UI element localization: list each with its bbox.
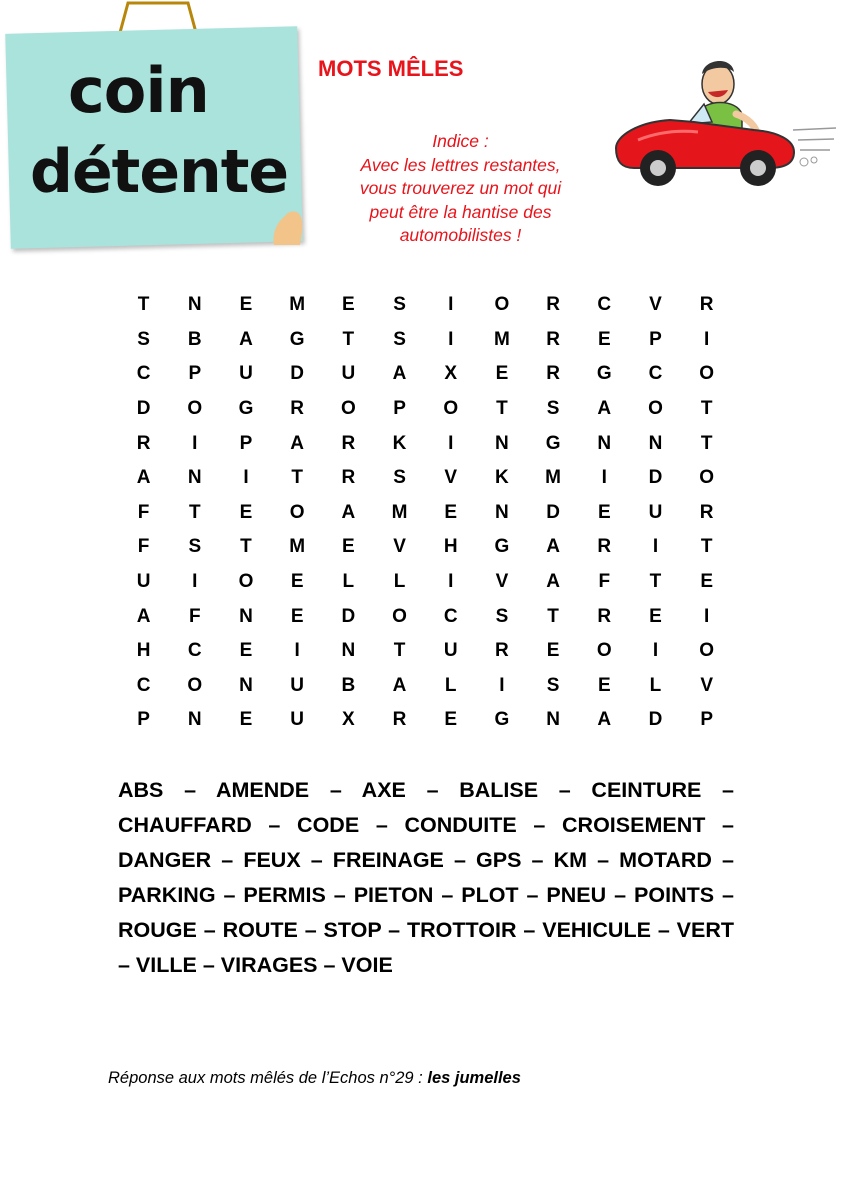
grid-cell: D xyxy=(648,467,663,489)
grid-row xyxy=(118,703,732,738)
grid-cell: R xyxy=(597,605,612,627)
grid-cell: E xyxy=(342,536,355,558)
grid-cell: I xyxy=(448,571,454,593)
grid-cell: T xyxy=(700,398,713,420)
grid-cell: P xyxy=(137,709,150,731)
grid-cell: S xyxy=(546,398,560,420)
grid-cell: B xyxy=(187,328,202,350)
hint-line: automobilistes ! xyxy=(399,225,522,245)
grid-cell: T xyxy=(649,571,662,593)
coin-detente-sign xyxy=(0,0,305,250)
grid-cell: M xyxy=(391,501,408,523)
grid-row xyxy=(118,530,732,565)
grid-cell: G xyxy=(494,709,510,731)
grid-cell: L xyxy=(444,674,457,696)
grid-cell: N xyxy=(495,501,509,523)
grid-cell: T xyxy=(547,605,559,627)
grid-cell: L xyxy=(342,571,355,593)
grid-cell: O xyxy=(494,294,510,316)
grid-row xyxy=(118,599,732,634)
grid-cell: C xyxy=(136,674,151,696)
grid-cell: I xyxy=(243,467,249,489)
grid-cell: E xyxy=(290,605,304,627)
grid-cell: O xyxy=(699,363,715,385)
grid-cell: T xyxy=(291,467,303,489)
grid-cell: R xyxy=(136,432,151,454)
grid-cell: G xyxy=(545,432,561,454)
word-search-grid xyxy=(118,288,732,738)
grid-cell: D xyxy=(648,709,663,731)
grid-cell: D xyxy=(341,605,356,627)
answer-value: les jumelles xyxy=(427,1069,521,1087)
grid-cell: A xyxy=(597,398,612,420)
grid-cell: R xyxy=(699,501,714,523)
grid-cell: U xyxy=(443,640,458,662)
grid-cell: T xyxy=(393,640,406,662)
sign-line-coin: coin xyxy=(68,54,209,127)
grid-cell: C xyxy=(187,640,202,662)
grid-row xyxy=(118,323,732,358)
grid-cell: D xyxy=(136,398,151,420)
grid-cell: S xyxy=(188,536,202,558)
grid-cell: G xyxy=(238,398,254,420)
grid-cell: F xyxy=(137,536,150,558)
sign-text xyxy=(30,54,290,207)
grid-cell: O xyxy=(596,640,612,662)
grid-cell: I xyxy=(448,432,454,454)
grid-cell: A xyxy=(392,674,407,696)
grid-cell: V xyxy=(700,674,713,696)
grid-cell: I xyxy=(192,432,198,454)
previous-answer xyxy=(108,1069,521,1088)
grid-cell: O xyxy=(238,571,254,593)
grid-cell: R xyxy=(546,363,560,385)
grid-cell: V xyxy=(444,467,458,489)
grid-cell: S xyxy=(546,674,560,696)
grid-cell: O xyxy=(648,398,663,420)
grid-cell: A xyxy=(546,536,560,558)
grid-row xyxy=(118,357,732,392)
grid-cell: X xyxy=(342,709,355,731)
grid-cell: O xyxy=(187,398,203,420)
grid-cell: E xyxy=(290,571,304,593)
grid-cell: A xyxy=(546,571,560,593)
grid-cell: P xyxy=(239,432,253,454)
grid-cell: P xyxy=(393,398,406,420)
hint-line: Indice : xyxy=(432,131,489,151)
grid-cell: U xyxy=(290,674,305,696)
grid-cell: U xyxy=(136,571,151,593)
grid-cell: I xyxy=(499,674,505,696)
grid-cell: R xyxy=(597,536,612,558)
grid-cell: M xyxy=(493,328,510,350)
grid-cell: A xyxy=(597,709,612,731)
grid-cell: E xyxy=(597,328,611,350)
grid-cell: I xyxy=(652,640,659,662)
grid-cell: O xyxy=(699,640,715,662)
page-title: MOTS MÊLES xyxy=(318,56,464,81)
grid-cell: I xyxy=(704,328,710,350)
grid-cell: U xyxy=(648,501,663,523)
grid-cell: T xyxy=(496,398,508,420)
grid-cell: E xyxy=(239,501,253,523)
grid-cell: N xyxy=(546,709,560,731)
grid-cell: R xyxy=(392,709,407,731)
grid-cell: U xyxy=(239,363,253,385)
grid-cell: U xyxy=(290,709,305,731)
car-driver-icon xyxy=(608,52,840,192)
grid-cell: T xyxy=(137,294,150,316)
grid-cell: R xyxy=(546,294,560,316)
grid-cell: T xyxy=(188,501,201,523)
grid-cell: M xyxy=(289,536,306,558)
grid-cell: E xyxy=(342,294,355,316)
grid-cell: I xyxy=(601,467,607,489)
grid-cell: R xyxy=(341,467,356,489)
grid-cell: O xyxy=(289,501,305,523)
grid-cell: S xyxy=(495,605,509,627)
hint-line: peut être la hantise des xyxy=(369,201,552,222)
grid-cell: D xyxy=(546,501,560,523)
grid-cell: M xyxy=(289,294,306,316)
grid-cell: K xyxy=(495,467,509,489)
grid-cell: C xyxy=(648,363,663,385)
grid-cell: I xyxy=(192,571,198,593)
grid-cell: L xyxy=(649,674,662,696)
grid-cell: E xyxy=(597,501,611,523)
grid-cell: I xyxy=(704,605,710,627)
grid-cell: G xyxy=(494,536,510,558)
grid-cell: E xyxy=(546,640,560,662)
grid-cell: A xyxy=(290,432,305,454)
grid-cell: E xyxy=(700,571,713,593)
grid-cell: T xyxy=(240,536,252,558)
hand-icon xyxy=(270,205,304,245)
grid-cell: A xyxy=(239,328,253,350)
grid-cell: X xyxy=(444,363,458,385)
grid-cell: F xyxy=(188,605,201,627)
sign-line-detente: détente xyxy=(30,137,289,207)
grid-cell: T xyxy=(342,328,355,350)
grid-cell: O xyxy=(187,674,203,696)
grid-cell: N xyxy=(341,640,356,662)
grid-row xyxy=(118,565,732,600)
grid-cell: P xyxy=(188,363,202,385)
grid-cell: G xyxy=(289,328,305,350)
grid-row xyxy=(118,496,732,531)
grid-cell: O xyxy=(340,398,356,420)
grid-cell: F xyxy=(598,571,611,593)
grid-cell: S xyxy=(393,328,406,350)
grid-cell: R xyxy=(699,294,714,316)
grid-cell: R xyxy=(290,398,305,420)
grid-cell: O xyxy=(699,467,715,489)
grid-cell: V xyxy=(495,571,509,593)
grid-cell: O xyxy=(392,605,407,627)
grid-cell: N xyxy=(187,709,202,731)
grid-cell: U xyxy=(341,363,356,385)
grid-cell: E xyxy=(239,294,253,316)
grid-cell: V xyxy=(649,294,662,316)
grid-cell: E xyxy=(649,605,662,627)
grid-cell: A xyxy=(392,363,407,385)
grid-cell: I xyxy=(448,294,454,316)
word-list: ABS – AMENDE – AXE – BALISE – CEINTURE – CHAUFFARD – CODE – CONDUITE – CROISEMENT – DANGER – FEUX – FREINAGE – GPS – KM – MOTARD – PARKING – PERMIS – PIETON – PLOT – PNEU – POINTS – ROUGE – ROUTE – STOP – TROTTOIR – VEHICULE – VERT – VILLE – VIRAGES – VOIE xyxy=(118,778,734,977)
grid-cell: S xyxy=(393,294,406,316)
grid-row xyxy=(118,669,732,704)
grid-row xyxy=(118,426,732,461)
grid-cell: N xyxy=(239,605,253,627)
grid-cell: C xyxy=(597,294,612,316)
grid-cell: N xyxy=(597,432,612,454)
grid-cell: P xyxy=(649,328,662,350)
grid-cell: R xyxy=(495,640,509,662)
grid-cell: A xyxy=(136,605,151,627)
grid-row xyxy=(118,461,732,496)
grid-cell: R xyxy=(546,328,560,350)
grid-cell: E xyxy=(495,363,509,385)
grid-cell: O xyxy=(443,398,459,420)
grid-cell: R xyxy=(341,432,356,454)
grid-row xyxy=(118,634,732,669)
grid-cell: I xyxy=(652,536,659,558)
grid-cell: F xyxy=(137,501,150,523)
grid-row xyxy=(118,392,732,427)
grid-cell: H xyxy=(136,640,151,662)
grid-cell: L xyxy=(393,571,406,593)
grid-cell: E xyxy=(597,674,611,696)
grid-cell: C xyxy=(136,363,151,385)
hint-line: Avec les lettres restantes, xyxy=(360,154,561,175)
grid-cell: E xyxy=(444,501,458,523)
grid-cell: E xyxy=(444,709,458,731)
grid-cell: N xyxy=(239,674,253,696)
grid-cell: S xyxy=(137,328,150,350)
grid-cell: A xyxy=(136,467,151,489)
grid-cell: N xyxy=(187,467,202,489)
grid-cell: B xyxy=(341,674,356,696)
grid-cell: V xyxy=(393,536,406,558)
grid-cell: E xyxy=(239,709,253,731)
grid-cell: E xyxy=(239,640,253,662)
hint-block xyxy=(318,130,603,248)
grid-cell: N xyxy=(495,432,509,454)
grid-cell: K xyxy=(392,432,407,454)
grid-cell: T xyxy=(700,536,713,558)
grid-row xyxy=(118,288,732,323)
grid-cell: N xyxy=(187,294,202,316)
grid-cell: C xyxy=(443,605,458,627)
grid-cell: G xyxy=(596,363,612,385)
grid-cell: T xyxy=(700,432,713,454)
grid-cell: D xyxy=(290,363,305,385)
grid-cell: A xyxy=(341,501,356,523)
grid-cell: P xyxy=(700,709,713,731)
grid-cell: M xyxy=(545,467,561,489)
grid-cell: I xyxy=(448,328,454,350)
grid-cell: N xyxy=(648,432,663,454)
hint-line: vous trouverez un mot qui xyxy=(359,178,562,198)
grid-cell: S xyxy=(393,467,406,489)
grid-cell: H xyxy=(443,536,458,558)
answer-prefix: Réponse aux mots mêlés de l’Echos n°29 : xyxy=(108,1069,428,1087)
grid-cell: I xyxy=(294,640,300,662)
